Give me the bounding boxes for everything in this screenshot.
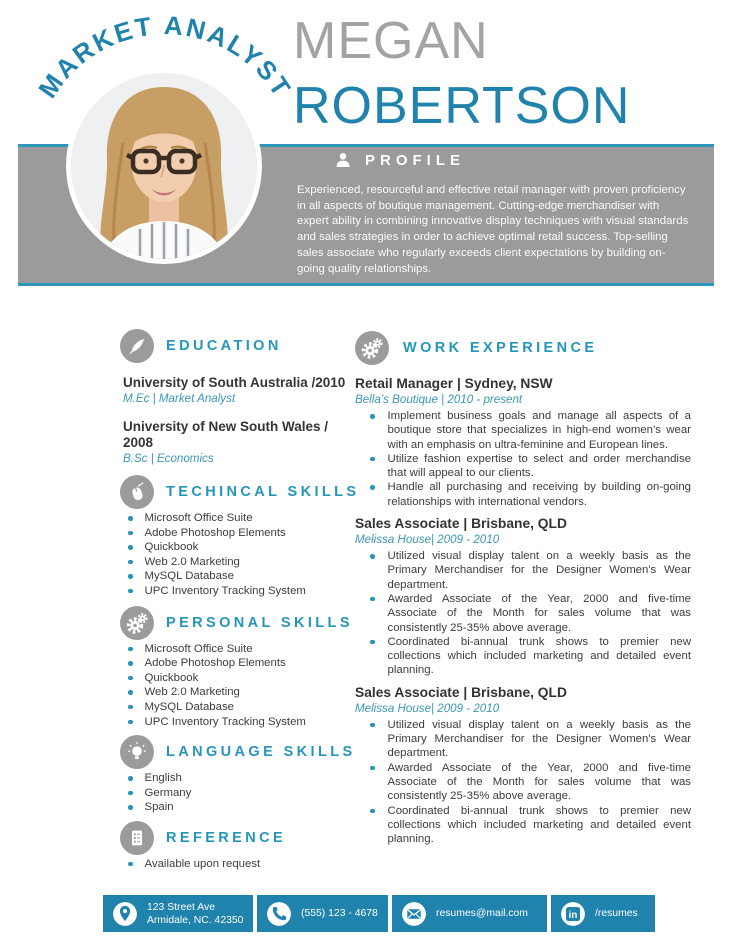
svg-text:in: in	[568, 909, 578, 921]
profile-summary: Experienced, resourceful and effective retail manager with proven proficiency in all aspects of boutique management. Cutting-edge merchandiser with expert ability in combining innovative display techniques with visual standards and sales strategies in order to achieve optimal retail success. Top-selling sales associate who regularly exceeds client expectations by building on-going quality relationships.	[297, 184, 689, 275]
list-item: Adobe Photoshop Elements	[100, 526, 350, 541]
section-technical-skills	[100, 475, 360, 509]
section-work-experience	[355, 331, 691, 365]
bullet-dot	[370, 766, 375, 771]
phone-icon	[266, 901, 292, 927]
left-column	[100, 329, 360, 872]
footer-phone	[257, 895, 388, 932]
curved-role-text	[0, 0, 340, 240]
list-item: English	[100, 771, 350, 786]
mouse-icon	[120, 475, 154, 509]
profile-title: PROFILE	[365, 151, 466, 169]
email-text: resumes@mail.com	[436, 908, 528, 919]
role-text: MARKET ANALYST	[32, 9, 298, 104]
technical-skills-title: TECHINCAL SKILLS	[166, 484, 360, 500]
section-language-skills	[100, 735, 356, 769]
phone-text: (555) 123 - 4678	[301, 908, 378, 919]
job-subtitle: Melissa House| 2009 - 2010	[355, 701, 500, 715]
bullet-dot	[128, 574, 133, 579]
bullet-dot	[128, 690, 133, 695]
bullet-dot	[128, 720, 133, 725]
footer-linkedin	[551, 895, 655, 932]
bullet-dot	[370, 414, 375, 419]
technical-skills-list	[100, 511, 350, 599]
footer-address	[103, 895, 253, 932]
envelope-icon	[401, 901, 427, 927]
personal-skills-list	[100, 642, 350, 730]
list-item: Utilized visual display talent on a weekly basis as the Primary Merchandiser for the Designer Women's Wear department.	[355, 549, 691, 592]
list-item: Adobe Photoshop Elements	[100, 656, 350, 671]
list-item: UPC Inventory Tracking System	[100, 584, 350, 599]
list-item: MySQL Database	[100, 700, 350, 715]
list-item: Quickbook	[100, 540, 350, 555]
bullet-dot	[128, 560, 133, 565]
last-name: ROBERTSON	[293, 77, 631, 135]
person-icon	[334, 151, 352, 169]
education-school: University of New South Wales / 2008	[123, 419, 329, 450]
list-item: Utilize fashion expertise to select and order merchandise that will appeal to our clients.	[355, 452, 691, 481]
list-item: UPC Inventory Tracking System	[100, 715, 350, 730]
job-bullets	[355, 718, 691, 847]
linkedin-text: /resumes	[595, 908, 638, 919]
job-entry	[355, 376, 691, 509]
section-reference	[100, 821, 350, 855]
list-item: Implement business goals and manage all aspects of a boutique store that specializes in high-end women’s wear with an emphasis on ultra-feminine and European lines.	[355, 409, 691, 452]
list-item: Awarded Associate of the Year, 2000 and five-time Associate of the Month for sales volume that was consistently 25-35% above average.	[355, 761, 691, 804]
bullet-dot	[370, 640, 375, 645]
list-item: Microsoft Office Suite	[100, 511, 350, 526]
personal-skills-title: PERSONAL SKILLS	[166, 614, 353, 631]
list-item: Coordinated bi-annual trunk shows to premier new collections which included marketing and detailed event planning.	[355, 635, 691, 678]
education-detail: M.Ec | Market Analyst	[123, 392, 236, 405]
feather-icon	[120, 329, 154, 363]
address-text: 123 Street Ave Armidale, NC. 42350	[147, 901, 244, 926]
job-entry	[355, 516, 691, 678]
bullet-dot	[128, 862, 133, 867]
gears-icon	[120, 606, 154, 640]
bullet-dot	[128, 776, 133, 781]
list-item: Spain	[100, 800, 350, 815]
job-title: Retail Manager | Sydney, NSW	[355, 376, 553, 391]
map-pin-icon	[112, 901, 138, 927]
profile-section-header	[334, 151, 465, 169]
education-entries	[123, 375, 350, 465]
list-item: Microsoft Office Suite	[100, 642, 350, 657]
reference-list	[100, 857, 350, 872]
job-bullets	[355, 409, 691, 509]
list-item: Quickbook	[100, 671, 350, 686]
list-item: Germany	[100, 786, 350, 801]
checklist-icon	[120, 821, 154, 855]
bullet-dot	[128, 705, 133, 710]
list-item: Web 2.0 Marketing	[100, 555, 350, 570]
list-item: Available upon request	[100, 857, 350, 872]
bullet-dot	[128, 545, 133, 550]
job-subtitle: Bella’s Boutique | 2010 - present	[355, 393, 523, 406]
job-title: Sales Associate | Brisbane, QLD	[355, 684, 567, 700]
section-education	[100, 329, 350, 363]
bullet-dot	[370, 723, 375, 728]
svg-text:MARKET ANALYST	[32, 10, 298, 103]
bullet-dot	[128, 661, 133, 666]
first-name: MEGAN	[293, 12, 489, 70]
bullet-dot	[128, 647, 133, 652]
list-item: Awarded Associate of the Year, 2000 and five-time Associate of the Month for sales volume that was consistently 25-35% above average.	[355, 592, 691, 635]
lightbulb-icon	[120, 735, 154, 769]
language-skills-title: LANGUAGE SKILLS	[166, 744, 356, 761]
list-item: Utilized visual display talent on a weekly basis as the Primary Merchandiser for the Designer Women's Wear department.	[355, 718, 691, 761]
bullet-dot	[128, 676, 133, 681]
list-item: MySQL Database	[100, 569, 350, 584]
gears-icon	[355, 331, 389, 365]
work-experience-title: WORK EXPERIENCE	[403, 340, 598, 356]
education-detail: B.Sc | Economics	[123, 452, 214, 465]
bullet-dot	[128, 589, 133, 594]
list-item: Handle all purchasing and receiving by building on-going relationships with international vendors.	[355, 480, 691, 509]
education-title: EDUCATION	[166, 338, 282, 354]
job-title: Sales Associate | Brisbane, QLD	[355, 516, 567, 532]
list-item: Coordinated bi-annual trunk shows to premier new collections which included marketing and detailed event planning.	[355, 804, 691, 847]
bullet-dot	[370, 597, 375, 602]
bullet-dot	[370, 485, 375, 490]
job-entry	[355, 685, 691, 847]
education-school: University of South Australia /2010	[123, 375, 346, 390]
bullet-dot	[128, 805, 133, 810]
bullet-dot	[128, 516, 133, 521]
reference-title: REFERENCE	[166, 829, 287, 846]
section-personal-skills	[100, 606, 353, 640]
bullet-dot	[370, 554, 375, 559]
right-column	[355, 331, 691, 846]
bullet-dot	[370, 457, 375, 462]
bullet-dot	[128, 791, 133, 796]
linkedin-icon	[560, 901, 586, 927]
bullet-dot	[128, 531, 133, 536]
job-subtitle: Melissa House| 2009 - 2010	[355, 533, 500, 547]
job-bullets	[355, 549, 691, 678]
list-item: Web 2.0 Marketing	[100, 685, 350, 700]
bullet-dot	[370, 809, 375, 814]
language-skills-list	[100, 771, 350, 815]
footer-email	[392, 895, 547, 932]
